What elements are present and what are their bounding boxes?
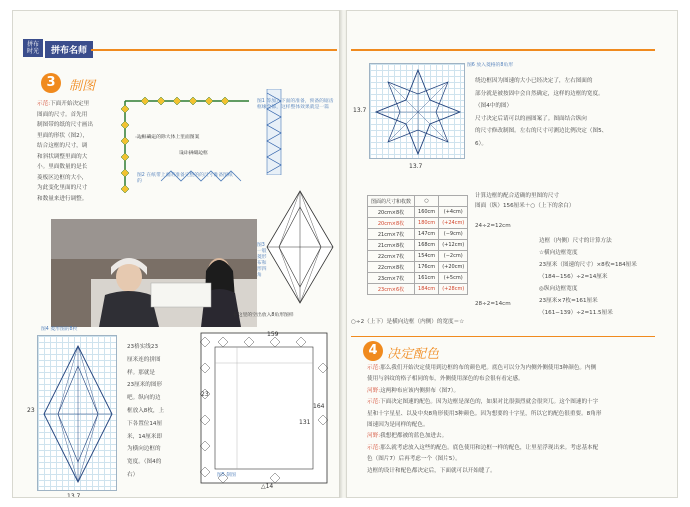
table-header bbox=[439, 196, 468, 207]
table-row: 22cm×7枚 154cm (−2cm) bbox=[368, 251, 468, 262]
fig4-text: 23格实线23 厘米连的拼图 样。那就是 23厘米的图形 吧。纵向的边 框放入8枚，上 下各置位14厘 米，14厘米即 为横向边框的 宽度。（图4的 右） bbox=[127, 344, 165, 478]
fig4-grid bbox=[37, 335, 117, 491]
fig1-caption: 图1 等加入下面的准备，预备的锯齿框缘全部，这样整体效果就是一篇 bbox=[257, 99, 334, 110]
calc-line3: 28÷2=14cm bbox=[475, 301, 511, 307]
section-number-3: 3 bbox=[41, 73, 61, 93]
side-calc: 边框（内侧）尺寸的计算方法 ☆横向边框宽度 23厘米（图速的尺寸）×8枚=184厘米 （184−156）÷2=14厘米 ◎纵向边框宽度 23厘米×7枚=161厘米 （161−139）÷2=11.5厘米 bbox=[539, 238, 637, 316]
size-table bbox=[367, 195, 468, 295]
table-row: 20cm×8枚 160cm (+4cm) bbox=[368, 207, 468, 218]
fig4-width-label: 13.7 bbox=[67, 493, 81, 498]
fig2-caption: 图2 在纸带上面的准备完整的的尺寸准备图纸的 bbox=[137, 173, 233, 184]
dialogue-block: 示范:那么我们开始决定使用到边框的布的颜色吧。底色可以分为内侧外侧使用3种颜色。内侧 使用与斜纹的格子相同的布，外侧使用深色的布会很有看定感。 河野:这两种布应该内侧拼布（图7）。 示范:下面决定图速的配色。因为边框是深色的，如果对比很强烈就会很突兀。这个图速的十字 星和十字星星、以及中央8角形使用3种颜色。因为想要的十字星，所以它的配色很重要。8角形 图速因为是同样的配色。 河野:我想把都被的蓝色加进去。 示范:那么就考虑放入这些的配色。底色使用和边框一样的配色，让里星浮现出来。考虑基本配 色（图片7）后再考虑一个（图片5）。 边框的设计和配色都决定后，下面就可以开始缝了。 bbox=[367, 365, 602, 474]
fig6-grid bbox=[369, 63, 465, 159]
table-row: 21cm×7枚 147cm (−9cm) bbox=[368, 229, 468, 240]
frame-dim-top: 159 bbox=[267, 331, 279, 338]
label-frame-design: 设计拼缀边框 bbox=[179, 151, 208, 156]
fig6-caption: 图6 放入菱格的8角形 bbox=[467, 63, 514, 68]
table-row: 21cm×8枚 168cm (+12cm) bbox=[368, 240, 468, 251]
header-rule-right bbox=[351, 49, 655, 51]
diamond-pattern-figure bbox=[263, 187, 337, 307]
header-rule bbox=[91, 49, 337, 51]
frame-dim-side: 23 bbox=[201, 391, 209, 398]
calc-note: ○÷2（上下）是横向边框（内侧）的宽度＝☆ bbox=[351, 319, 465, 325]
calc-line2: 24÷2=12cm bbox=[475, 223, 511, 229]
section-divider bbox=[351, 336, 655, 337]
calc-block: 计算边框的配合适确的里图的尺寸 图面（纵）156厘米＋○（上下的余白） bbox=[475, 193, 575, 209]
fig5-caption: 图5 制图 bbox=[217, 473, 236, 478]
frame-dim-inner: 131 bbox=[299, 419, 311, 426]
fig4-height-label: 23 bbox=[27, 407, 35, 414]
right-intro-text: 绕边框因为图速的大小已经决定了，左右图面的 部分就是被按固中会自然确定，这样的边框的宽度。 （图4中的图） 尺寸决定后请可以的画图案了。图面结合纵向 的尺寸修改制图。左右的尺寸可测边比例决定（图5、 6）。 bbox=[475, 78, 608, 147]
section-title-color: 决定配色 bbox=[387, 347, 440, 362]
table-header: 图面的尺寸和枚数 bbox=[368, 196, 415, 207]
fig4-caption: 图4 菱形图的8枚 bbox=[41, 327, 78, 332]
table-row: 23cm×7枚 161cm (+5cm) bbox=[368, 273, 468, 284]
fig6-dim-bottom: 13.7 bbox=[409, 163, 423, 170]
intro-text: 示范:下面开始决定里 图面的尺寸。首先用 制图带的纸的尺寸画出 里面的形状（图2）， 结合这框的尺寸，调 和斜状调整里面的大 小。里面数量的是长 菱板区边框的大小， 为此变化里面的尺寸 和数量来进行调整。 bbox=[37, 101, 93, 202]
label-frame-layout: 边框确定的除大体上里面图案 bbox=[137, 135, 200, 140]
frame-dim-right: 164 bbox=[313, 403, 325, 410]
table-row: 22cm×8枚 176cm (+20cm) bbox=[368, 262, 468, 273]
table-header: ○ bbox=[415, 196, 439, 207]
workshop-photo bbox=[51, 219, 257, 327]
table-row: 23cm×6枚 184cm (+28cm) bbox=[368, 284, 468, 295]
frame-dim-bottom: △14 bbox=[261, 483, 274, 490]
right-page bbox=[346, 10, 678, 498]
fig6-dim-left: 13.7 bbox=[353, 107, 367, 114]
fig3-caption: 图3 一般菱形布和形四角 bbox=[257, 243, 267, 278]
column-title: 拼布名师 bbox=[45, 41, 93, 58]
left-page bbox=[12, 10, 342, 498]
section-number-4: 4 bbox=[363, 341, 383, 361]
section-title-draw: 制图 bbox=[69, 79, 96, 94]
table-row: 20cm×8枚 180cm (+24cm) bbox=[368, 218, 468, 229]
magazine-tag: 拼布 时光 bbox=[23, 39, 43, 57]
center-placement-note: 在这里的空出放入8角形图样 bbox=[233, 313, 294, 318]
